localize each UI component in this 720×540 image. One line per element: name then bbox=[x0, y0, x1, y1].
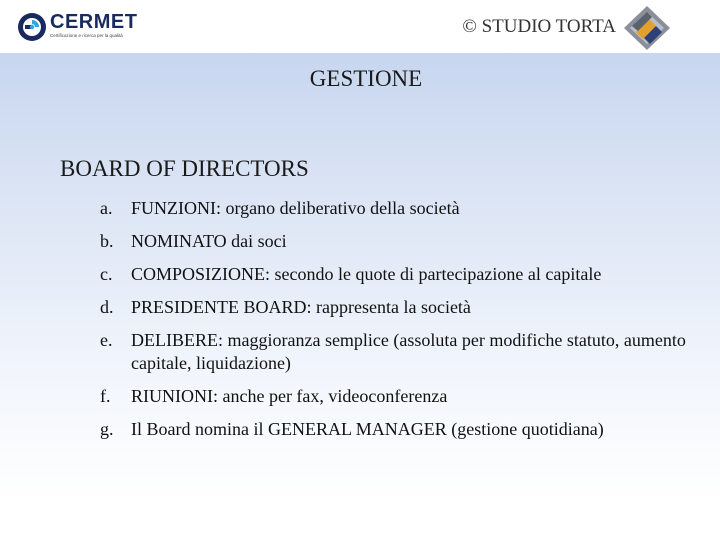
copyright-symbol: © bbox=[462, 16, 477, 37]
list-item bbox=[100, 329, 700, 375]
copyright-notice bbox=[462, 16, 616, 38]
list-item-marker: c. bbox=[100, 264, 113, 284]
cermet-logo bbox=[16, 9, 140, 45]
list-item bbox=[100, 230, 700, 253]
list-item bbox=[100, 263, 700, 286]
logo-tagline: Certificazione e ricerca per la qualità bbox=[50, 33, 123, 38]
list-item-text: COMPOSIZIONE: secondo le quote di partecipazione al capitale bbox=[131, 264, 602, 284]
list-item bbox=[100, 418, 700, 441]
copyright-owner: STUDIO TORTA bbox=[481, 16, 616, 37]
slide-body bbox=[0, 53, 720, 500]
cermet-logo-icon bbox=[16, 11, 48, 43]
slide-title: GESTIONE bbox=[309, 66, 423, 91]
list-item-text: RIUNIONI: anche per fax, videoconferenza bbox=[131, 386, 448, 406]
list-item-marker: b. bbox=[100, 231, 114, 251]
list-item-text: FUNZIONI: organo deliberativo della società bbox=[131, 198, 460, 218]
list-item bbox=[100, 197, 700, 220]
studio-torta-diamond-icon bbox=[622, 4, 672, 52]
board-functions-list bbox=[100, 197, 700, 451]
header-bar bbox=[0, 0, 720, 52]
list-item-marker: f. bbox=[100, 386, 111, 406]
list-item-text: Il Board nomina il GENERAL MANAGER (gestione quotidiana) bbox=[131, 419, 604, 439]
logo-wordmark: CERMET bbox=[50, 11, 138, 33]
list-item bbox=[100, 385, 700, 408]
list-item-marker: a. bbox=[100, 198, 113, 218]
list-item-text: DELIBERE: maggioranza semplice (assoluta per modifiche statuto, aumento capitale, liquidazione) bbox=[131, 330, 686, 373]
list-item-marker: e. bbox=[100, 330, 113, 350]
list-item-marker: g. bbox=[100, 419, 114, 439]
list-item-marker: d. bbox=[100, 297, 114, 317]
list-item-text: PRESIDENTE BOARD: rappresenta la società bbox=[131, 297, 471, 317]
list-item bbox=[100, 296, 700, 319]
section-heading: BOARD OF DIRECTORS bbox=[60, 156, 309, 181]
list-item-text: NOMINATO dai soci bbox=[131, 231, 287, 251]
